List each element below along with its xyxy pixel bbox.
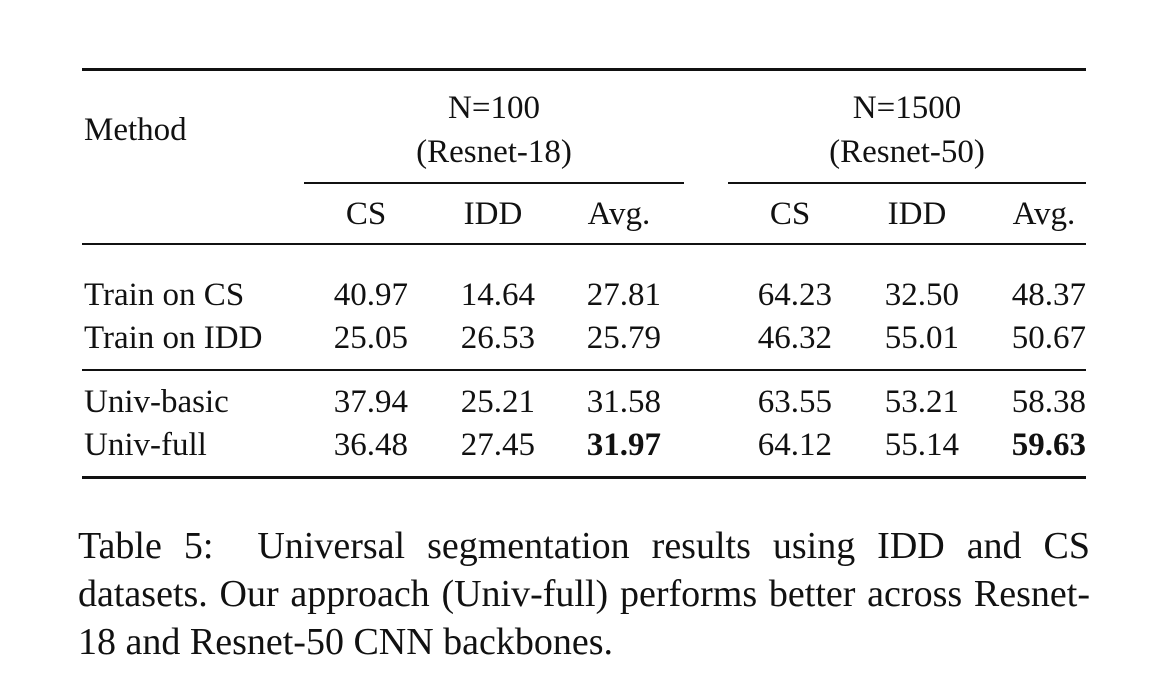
row-univ-full-value-2: 27.45 (460, 427, 535, 463)
column-header-avg-1: Avg. (587, 196, 651, 232)
row-train-idd-value-3: 25.79 (586, 320, 661, 356)
row-univ-basic-value-6: 58.38 (1011, 384, 1086, 420)
row-univ-full-value-5: 55.14 (884, 427, 959, 463)
group-2-title: N=1500 (852, 90, 962, 126)
row-univ-basic-value-4: 63.55 (757, 384, 832, 420)
table-caption (78, 522, 1090, 666)
header-bottom-rule (82, 243, 1086, 245)
row-train-cs-value-4: 64.23 (757, 277, 832, 313)
row-train-idd-value-2: 26.53 (460, 320, 535, 356)
table-top-rule (82, 68, 1086, 71)
caption-label: Table 5: (78, 525, 214, 567)
row-train-idd-value-5: 55.01 (884, 320, 959, 356)
row-univ-full-value-6-best: 59.63 (1011, 427, 1086, 463)
method-header: Method (84, 112, 187, 148)
caption-text: Universal segmentation results using IDD and CS datasets. Our approach (Univ-full) performs better across Resnet-18 and Resnet-50 CNN backbones. (78, 525, 1091, 663)
table-bottom-rule (82, 476, 1086, 479)
row-train-cs-method: Train on CS (84, 277, 245, 313)
group-2-subtitle: (Resnet-50) (829, 134, 985, 170)
column-header-cs-1: CS (345, 196, 387, 232)
row-train-cs-value-3: 27.81 (586, 277, 661, 313)
row-train-cs-value-6: 48.37 (1011, 277, 1086, 313)
row-train-idd-value-1: 25.05 (333, 320, 408, 356)
row-univ-full-method: Univ-full (84, 427, 207, 463)
row-train-idd-value-6: 50.67 (1011, 320, 1086, 356)
row-train-cs-value-2: 14.64 (460, 277, 535, 313)
section-divider-rule (82, 369, 1086, 371)
row-univ-basic-value-3: 31.58 (586, 384, 661, 420)
column-header-idd-1: IDD (463, 196, 523, 232)
row-train-idd-value-4: 46.32 (757, 320, 832, 356)
column-header-idd-2: IDD (887, 196, 947, 232)
row-univ-basic-value-5: 53.21 (884, 384, 959, 420)
group-1-underline (304, 182, 684, 184)
group-1-subtitle: (Resnet-18) (416, 134, 572, 170)
row-univ-full-value-4: 64.12 (757, 427, 832, 463)
row-univ-basic-value-2: 25.21 (460, 384, 535, 420)
group-1-title: N=100 (448, 90, 540, 126)
row-train-cs-value-5: 32.50 (884, 277, 959, 313)
row-univ-full-value-3-best: 31.97 (586, 427, 661, 463)
row-univ-basic-value-1: 37.94 (333, 384, 408, 420)
column-header-avg-2: Avg. (1012, 196, 1076, 232)
row-train-idd-method: Train on IDD (84, 320, 263, 356)
column-header-cs-2: CS (769, 196, 811, 232)
row-univ-full-value-1: 36.48 (333, 427, 408, 463)
group-2-underline (728, 182, 1086, 184)
row-univ-basic-method: Univ-basic (84, 384, 229, 420)
row-train-cs-value-1: 40.97 (333, 277, 408, 313)
